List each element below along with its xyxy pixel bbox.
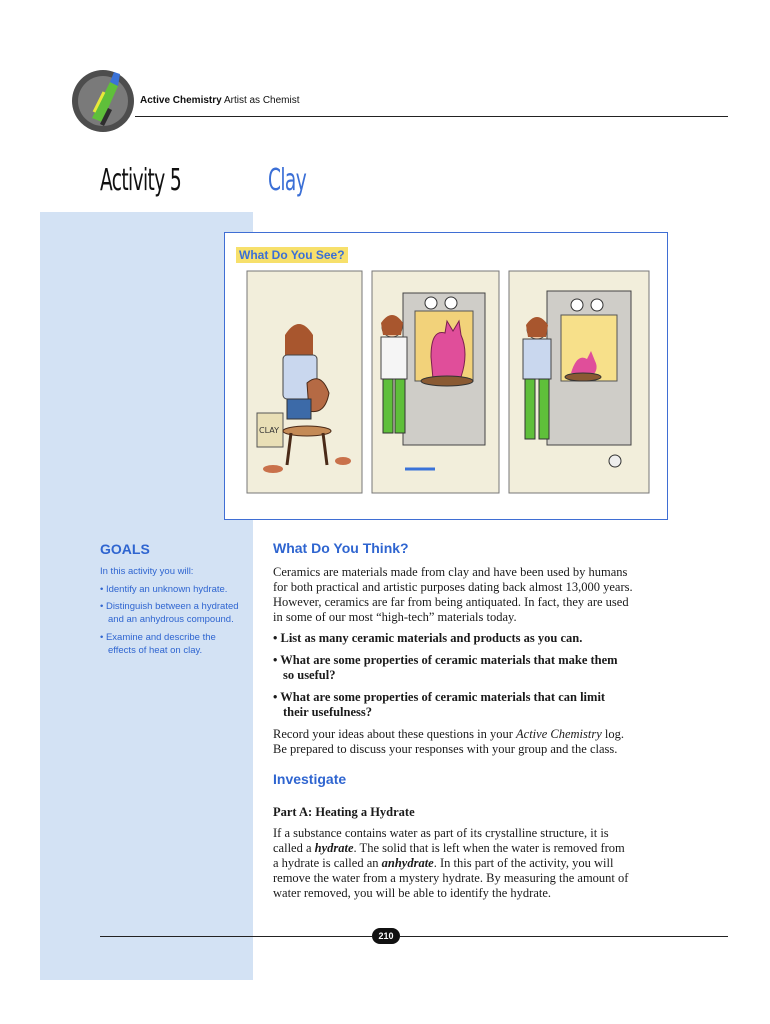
clay-illustration — [225, 233, 666, 518]
text-run: called a — [273, 841, 315, 855]
paragraph-line: If a substance contains water as part of its crystalline structure, it is — [273, 826, 609, 840]
text-run: . In this part of the activity, you will — [433, 856, 614, 870]
log-name: Active Chemistry — [516, 727, 602, 741]
term-hydrate: hydrate — [314, 841, 354, 855]
question-line: • What are some properties of ceramic materials that can limit — [273, 690, 606, 704]
think-heading: What Do You Think? — [273, 540, 409, 556]
paragraph-line — [273, 841, 673, 856]
question-line: so useful? — [283, 668, 336, 682]
paragraph-line: for both practical and artistic purposes dating back almost 13,000 years. — [273, 580, 633, 594]
text-run: a hydrate is called an — [273, 856, 382, 870]
think-question — [273, 690, 683, 720]
activity-label: Activity 5 — [100, 163, 182, 198]
activity-title: Clay — [268, 163, 307, 198]
what-do-you-see-label: What Do You See? — [236, 247, 348, 263]
text-run: log. — [601, 727, 624, 741]
goal-line: effects of heat on clay. — [108, 645, 203, 656]
paragraph-line: However, ceramics are far from being antiquated. In fact, they are used — [273, 595, 629, 609]
text-run: Record your ideas about these questions in your — [273, 727, 517, 741]
goal-line: • Identify an unknown hydrate. — [100, 584, 228, 595]
think-question — [273, 631, 683, 646]
footer-rule — [400, 936, 728, 937]
paragraph-line — [273, 727, 673, 742]
running-header — [140, 95, 300, 106]
paragraph-line: Ceramics are materials made from clay and have been used by humans — [273, 565, 628, 579]
goal-item — [100, 631, 252, 657]
paragraph-line: in some of our most “high-tech” materials today. — [273, 610, 517, 624]
footer-rule — [100, 936, 372, 937]
goal-line: • Distinguish between a hydrated — [100, 601, 239, 612]
record-paragraph — [273, 727, 673, 757]
paragraph-line — [273, 856, 673, 871]
question-line: • What are some properties of ceramic materials that make them — [273, 653, 618, 667]
clay-bag-label: CLAY — [259, 426, 279, 435]
goal-item — [100, 583, 252, 596]
think-paragraph — [273, 565, 673, 625]
header-rule — [135, 116, 728, 117]
goals-heading: GOALS — [100, 541, 150, 557]
paragraph-line: Be prepared to discuss your responses with your group and the class. — [273, 742, 618, 756]
investigate-heading: Investigate — [273, 771, 347, 787]
term-anhydrate: anhydrate — [381, 856, 434, 870]
question-line: • List as many ceramic materials and products as you can. — [273, 631, 583, 645]
question-line: their usefulness? — [283, 705, 373, 719]
paragraph-line: water removed, you will be able to identify the hydrate. — [273, 886, 552, 900]
goal-item — [100, 600, 252, 626]
chapter-title: Artist as Chemist — [223, 95, 300, 106]
goals-sidebar — [40, 212, 253, 980]
goals-intro: In this activity you will: — [100, 566, 194, 577]
paragraph-line: remove the water from a mystery hydrate. By measuring the amount of — [273, 871, 629, 885]
text-run: . The solid that is left when the water is removed from — [353, 841, 625, 855]
book-logo — [70, 68, 136, 134]
page-number: 210 — [372, 928, 400, 944]
part-a-paragraph — [273, 826, 673, 901]
think-question — [273, 653, 683, 683]
goal-line: • Examine and describe the — [100, 632, 216, 643]
what-do-you-see-figure — [224, 232, 668, 520]
goal-line: and an anhydrous compound. — [108, 614, 234, 625]
book-title: Active Chemistry — [140, 95, 222, 106]
part-a-heading: Part A: Heating a Hydrate — [273, 805, 415, 819]
